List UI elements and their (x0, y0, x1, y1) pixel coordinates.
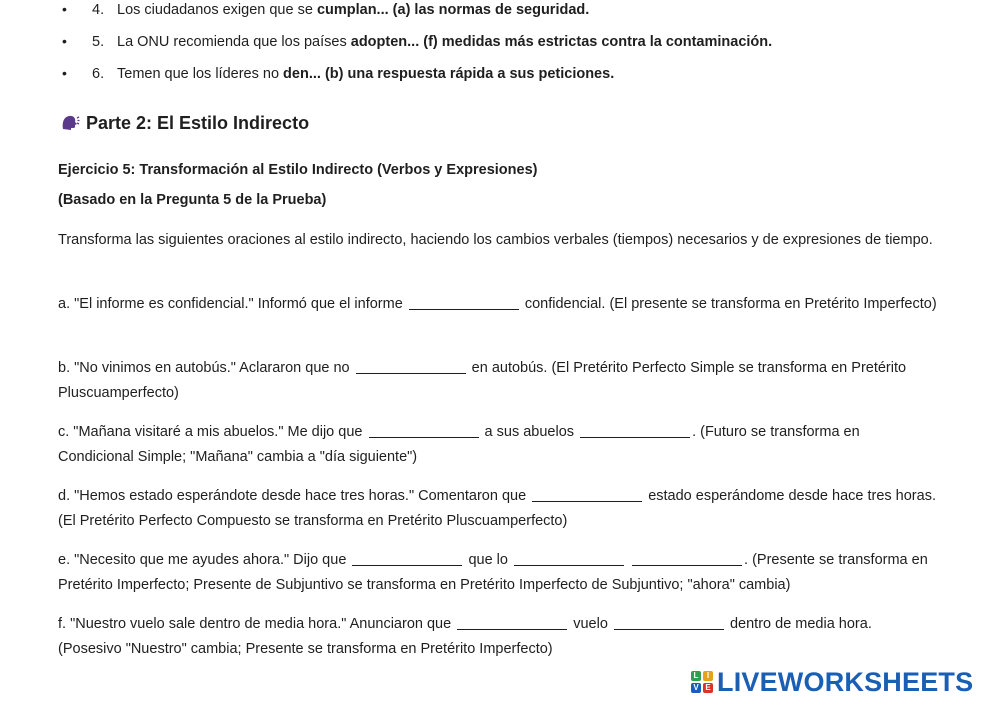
item-text: Los ciudadanos exigen que se (117, 2, 317, 18)
answer-blank[interactable] (632, 551, 742, 566)
speaking-head-icon (60, 112, 80, 132)
answer-blank[interactable] (369, 423, 479, 438)
answer-blank[interactable] (532, 487, 642, 502)
section-title: Parte 2: El Estilo Indirecto (86, 113, 310, 133)
item-text: Temen que los líderes no (117, 66, 284, 82)
answer-blank[interactable] (409, 295, 519, 310)
liveworksheets-logo (691, 667, 973, 697)
answer-blank[interactable] (580, 423, 690, 438)
exercise-item-d: d. "Hemos estado esperándote desde hace tres horas." Comentaron que estado esperándome desde hace tres horas. (El Pretérito Perfecto Compuesto se transforma en Pretérito Pluscuamperfecto) (58, 488, 936, 529)
item-answer: cumplan... (a) las normas de seguridad. (316, 2, 590, 18)
answer-blank[interactable] (352, 551, 462, 566)
exercise-instructions: Transforma las siguientes oraciones al estilo indirecto, haciendo los cambios verbales (tiempos) necesarios y de expresiones de tiempo. (58, 232, 933, 248)
answer-blank[interactable] (514, 551, 624, 566)
exercise-subtitle: (Basado en la Pregunta 5 de la Prueba) (58, 192, 327, 208)
answer-blank[interactable] (457, 615, 567, 630)
section-heading (60, 111, 309, 135)
item-number: 4. (92, 2, 105, 18)
logo-mark-icon: L I V E (691, 671, 713, 693)
bullet: • (62, 65, 67, 81)
exercise-item-e: e. "Necesito que me ayudes ahora." Dijo que que lo . (Presente se transforma en Pretérito Imperfecto; Presente de Subjuntivo se transforma en Pretérito Imperfecto de Subjuntivo; "ahora" cambia) (58, 552, 928, 593)
exercise-item-f: f. "Nuestro vuelo sale dentro de media hora." Anunciaron que vuelo dentro de media hora. (Posesivo "Nuestro" cambia; Presente se transforma en Pretérito Imperfecto) (58, 616, 872, 657)
bullet: • (62, 1, 67, 17)
item-number: 6. (92, 66, 105, 82)
exercise-item-c: c. "Mañana visitaré a mis abuelos." Me dijo que a sus abuelos . (Futuro se transforma en Condicional Simple; "Mañana" cambia a "día siguiente") (58, 424, 860, 465)
exercise-item-a: a. "El informe es confidencial." Informó que el informe confidencial. (El presente se transforma en Pretérito Imperfecto) (58, 296, 937, 312)
item-answer: adopten... (f) medidas más estrictas contra la contaminación. (350, 34, 773, 50)
item-number: 5. (92, 34, 105, 50)
item-answer: den... (b) una respuesta rápida a sus peticiones. (283, 66, 615, 82)
exercise-title: Ejercicio 5: Transformación al Estilo Indirecto (Verbos y Expresiones) (58, 162, 538, 178)
brand-name: LIVEWORKSHEETS (717, 666, 974, 697)
exercise-item-b: b. "No vinimos en autobús." Aclararon que no en autobús. (El Pretérito Perfecto Simple se transforma en Pretérito Pluscuamperfecto) (58, 360, 907, 401)
answer-blank[interactable] (356, 359, 466, 374)
answer-blank[interactable] (614, 615, 724, 630)
item-text: La ONU recomienda que los países (117, 34, 351, 50)
bullet: • (62, 33, 67, 49)
